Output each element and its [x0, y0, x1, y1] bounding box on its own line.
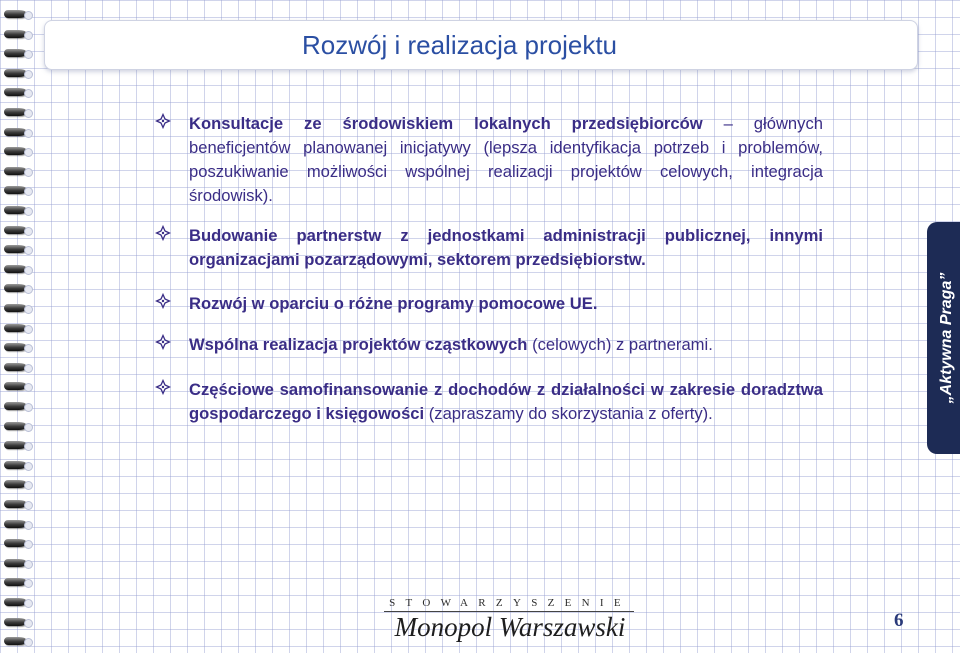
binding-ring	[4, 167, 28, 177]
organization-logo	[384, 597, 636, 647]
list-item-text	[189, 224, 823, 272]
list-item	[155, 112, 823, 208]
diamond-bullet-icon	[155, 293, 171, 309]
binding-ring	[4, 147, 28, 157]
binding-ring	[4, 382, 28, 392]
list-item-text	[189, 378, 823, 426]
list-item-regular: – głównych beneficjentów planowanej inicjatywy (lepsza identyfikacja potrzeb i problemów, poszukiwanie możliwości wspólnej realizacji projektów celowych, integracja środowisk).	[189, 114, 823, 205]
binding-ring	[4, 49, 28, 59]
binding-ring	[4, 284, 28, 294]
binding-ring	[4, 618, 28, 628]
binding-ring	[4, 206, 28, 216]
binding-ring	[4, 304, 28, 314]
side-tab	[927, 222, 960, 454]
binding-ring	[4, 422, 28, 432]
diamond-bullet-icon	[155, 334, 171, 350]
list-item-regular: (zapraszamy do skorzystania z oferty).	[424, 404, 713, 423]
binding-ring	[4, 245, 28, 255]
page-number: 6	[894, 610, 904, 631]
binding-ring	[4, 88, 28, 98]
binding-ring	[4, 363, 28, 373]
binding-ring	[4, 226, 28, 236]
list-item	[155, 378, 823, 426]
spiral-binding	[0, 0, 34, 653]
diamond-bullet-icon	[155, 113, 171, 129]
list-item-bold: Rozwój w oparciu o różne programy pomocowe UE.	[189, 294, 598, 313]
list-item	[155, 333, 823, 357]
binding-ring	[4, 10, 28, 20]
list-item-text	[189, 333, 823, 357]
diamond-bullet-icon	[155, 379, 171, 395]
binding-ring	[4, 343, 28, 353]
binding-ring	[4, 500, 28, 510]
side-tab-label: „Aktywna Praga”	[938, 272, 955, 404]
binding-ring	[4, 441, 28, 451]
binding-ring	[4, 578, 28, 588]
binding-ring	[4, 637, 28, 647]
binding-ring	[4, 559, 28, 569]
logo-top-text: STOWARZYSZENIE	[389, 597, 631, 609]
list-item-bold: Wspólna realizacja projektów cząstkowych	[189, 335, 528, 354]
logo-name: Monopol Warszawski	[394, 612, 626, 642]
binding-ring	[4, 520, 28, 530]
list-item-text	[189, 112, 823, 208]
binding-ring	[4, 480, 28, 490]
binding-ring	[4, 69, 28, 79]
binding-ring	[4, 324, 28, 334]
binding-ring	[4, 402, 28, 412]
binding-ring	[4, 30, 28, 40]
page-title: Rozwój i realizacja projektu	[302, 30, 618, 60]
list-item	[155, 292, 823, 316]
binding-ring	[4, 108, 28, 118]
list-item	[155, 224, 823, 272]
binding-ring	[4, 128, 28, 138]
bullet-list	[155, 112, 823, 447]
binding-ring	[4, 539, 28, 549]
binding-ring	[4, 598, 28, 608]
list-item-bold: Budowanie partnerstw z jednostkami administracji publicznej, innymi organizacjami pozarządowymi, sektorem przedsiębiorstw.	[189, 226, 823, 269]
binding-ring	[4, 461, 28, 471]
binding-ring	[4, 265, 28, 275]
diamond-bullet-icon	[155, 225, 171, 241]
list-item-text	[189, 292, 823, 316]
list-item-bold: Konsultacje ze środowiskiem lokalnych przedsiębiorców	[189, 114, 703, 133]
list-item-regular: (celowych) z partnerami.	[527, 335, 713, 354]
title-box	[44, 20, 918, 70]
binding-ring	[4, 186, 28, 196]
list-item-bold: Częściowe samofinansowanie z dochodów z działalności w zakresie doradztwa gospodarczego i księgowości	[189, 380, 823, 423]
